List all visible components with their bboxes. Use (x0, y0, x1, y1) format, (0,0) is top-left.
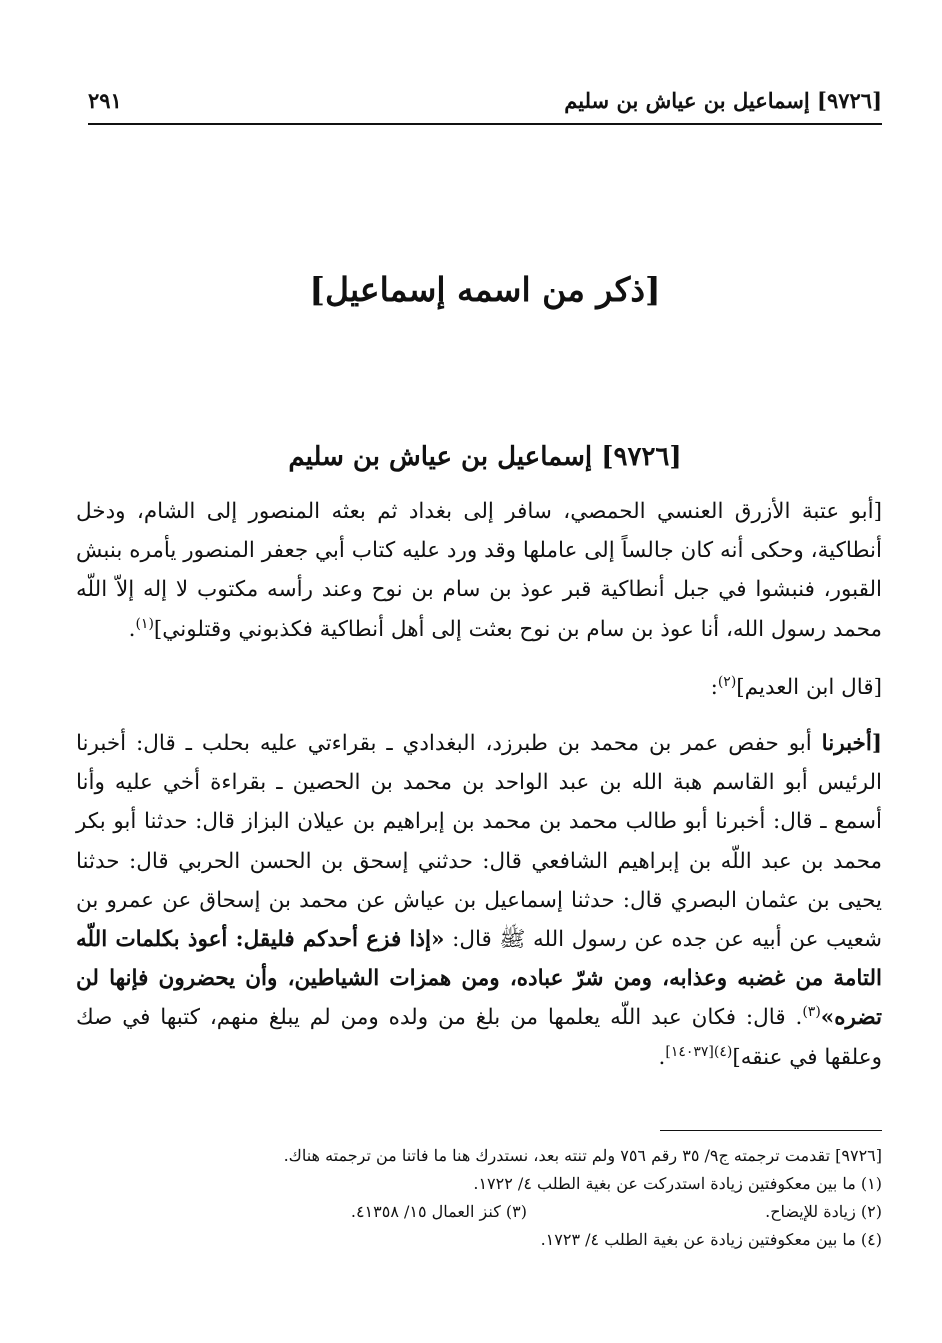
footnote-rule (660, 1130, 882, 1131)
isnad-paragraph (76, 724, 882, 1077)
footnote-ref-4: (٤) (713, 1043, 733, 1060)
footnote-row-2-3 (130, 1198, 882, 1226)
footnote-2: (٢) زيادة للإيضاح. (765, 1202, 882, 1221)
quote-line (76, 668, 882, 707)
biography-text: [أبو عتبة الأزرق العنسي الحمصي، سافر إلى بغداد ثم بعثه المنصور إلى الشام، ودخل أنطاكية، وحكى أنه كان جالساً إلى عاملها وقد ورد عليه كتاب أبي جعفر المنصور يأمره بنبش القبور، فنبشوا في جبل أنطاكية قبر عوذ بن سام بن نوح وعند رأسه مكتوب لا إله إلاّ اللّه محمد رسول الله، أنا عوذ بن سام بن نوح بعثت إلى أهل أنطاكية فكذبوني وقتلوني] (76, 499, 883, 642)
header-rule (88, 123, 882, 125)
footnote-1: (١) ما بين معكوفتين زيادة استدركت عن بغية الطلب ٤/ ١٧٢٢. (473, 1174, 882, 1193)
page-header (88, 86, 882, 120)
page-number: ٢٩١ (88, 88, 122, 113)
footnote-ref-3: (٣) (802, 1004, 821, 1021)
hadith-text: «إذا فزع أحدكم فليقل: أعوذ بكلمات اللّه التامة من غضبه وعذابه، ومن شرّ عباده، ومن همزات الشياطين، وأن يحضرون فإنها لن تضره» (76, 927, 882, 1031)
footnotes (130, 1142, 882, 1254)
quote-line-text: [قال ابن العديم] (736, 675, 882, 700)
footnote-3: (٣) كنز العمال ١٥/ ٤١٣٥٨. (350, 1202, 527, 1221)
biography-end: . (128, 616, 136, 642)
isnad-end: . (658, 1044, 666, 1070)
running-head: [٩٧٢٦] إسماعيل بن عياش بن سليم (564, 88, 882, 113)
entry-heading: [٩٧٢٦] إسماعيل بن عياش بن سليم (288, 442, 682, 472)
biography-paragraph (76, 492, 882, 649)
isnad-lead: [أخبرنا (821, 731, 882, 756)
footnote-ref-1: (١) (135, 615, 154, 632)
footnote-ref-2: (٢) (717, 673, 737, 690)
section-heading: [ذكر من اسمه إسماعيل] (309, 270, 661, 309)
reference-number: [١٤٠٣٧] (665, 1043, 714, 1060)
quote-line-end: : (710, 675, 718, 700)
footnote-4: (٤) ما بين معكوفتين زيادة عن بغية الطلب ٤/ ١٧٢٣. (540, 1230, 882, 1249)
isnad-text-1: أبو حفص عمر بن محمد بن طبرزد، البغدادي ـ بقراءتي عليه بحلب ـ قال: أخبرنا الرئيس أبو القاسم هبة الله بن عبد الواحد بن محمد بن الحصين ـ بقراءة أخي عليه وأنا أسمع ـ قال: أخبرنا أبو طالب محمد بن محمد بن إبراهيم بن عيلان البزاز قال: حدثنا أبو بكر محمد بن عبد اللّه بن إبراهيم الشافعي قال: حدثني إسحق بن الحسن الحربي قال: حدثنا يحيى بن عثمان البصري قال: حدثنا إسماعيل بن عياش عن محمد بن إسحاق عن عمرو بن شعيب عن أبيه عن جده عن رسول الله ﷺ قال: (76, 731, 882, 953)
isnad-text-2: . قال: فكان عبد اللّه يعلمها من بلغ من ولده ومن لم يبلغ منهم، كتبها في صك وعلقها في عنقه] (76, 1005, 882, 1070)
footnote-entry-note: [٩٧٢٦] تقدمت ترجمته ج٩/ ٣٥ رقم ٧٥٦ ولم تنته بعد، نستدرك هنا ما فاتنا من ترجمته هناك. (283, 1146, 882, 1165)
